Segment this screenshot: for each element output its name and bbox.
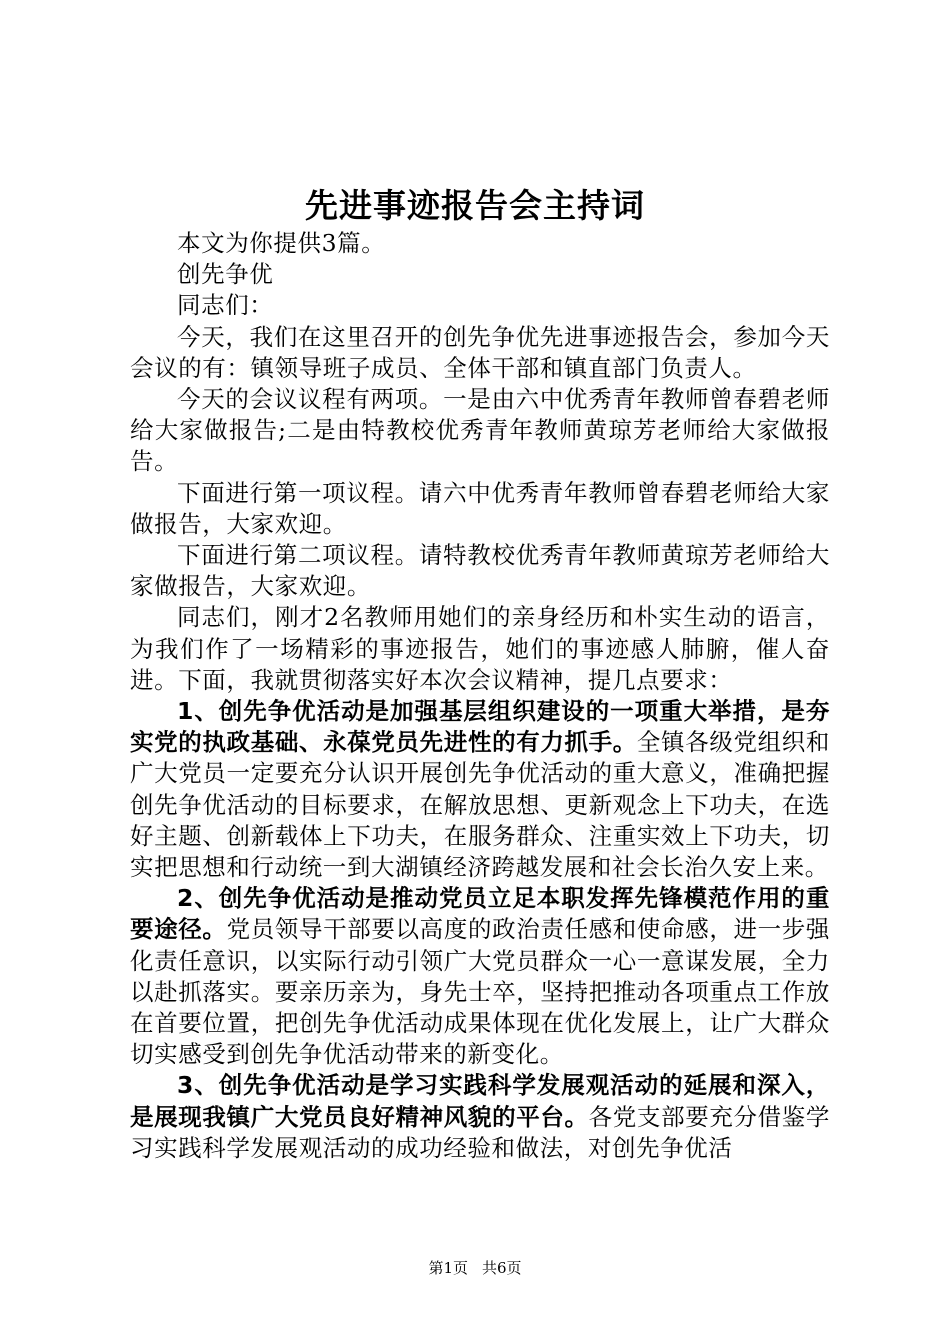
paragraph-text: 全镇各级党组织和广大党员一定要充分认识开展创先争优活动的重大意义，准确把握创先争优活动的目标要求，在解放思想、更新观念上下功夫，在选好主题、创新载体上下功夫，在服务群众、注重实效上下功夫，切实把思想和行动统一到大湖镇经济跨越发展和社会长治久安上来。: [130, 728, 830, 882]
paragraph-text: 本文为你提供3篇。: [177, 229, 386, 257]
paragraph-text: 今天的会议议程有两项。一是由六中优秀青年教师曾春碧老师给大家做报告;二是由特教校优秀青年教师黄琼芳老师给大家做报告。: [130, 385, 830, 476]
paragraph-8: [130, 602, 830, 696]
paragraph-text: 党员领导干部要以高度的政治责任感和使命感，进一步强化责任意识，以实际行动引领广大党员群众一心一意谋发展，全力以赴抓落实。要亲历亲为，身先士卒，坚持把推动各项重点工作放在首要位置，把创先争优活动成果体现在优化发展上，让广大群众切实感受到创先争优活动带来的新变化。: [130, 915, 830, 1069]
paragraph-4: [130, 322, 830, 384]
page-footer: [0, 1258, 950, 1278]
paragraph-text: 下面进行第一项议程。请六中优秀青年教师曾春碧老师给大家做报告，大家欢迎。: [130, 478, 830, 538]
paragraph-10: [130, 883, 830, 1070]
paragraph-1: [130, 228, 830, 259]
paragraph-7: [130, 540, 830, 602]
paragraph-9: [130, 696, 830, 883]
paragraph-text: 同志们：: [177, 291, 274, 320]
page-title: 先进事迹报告会主持词: [305, 186, 645, 225]
paragraph-bold: 3、创先争优活动是学习实践科学发展观活动的延展和深入，是展现我镇广大党员良好精神风貌的平台。: [130, 1071, 830, 1131]
paragraph-11: [130, 1070, 830, 1164]
paragraph-text: 各党支部要充分借鉴学习实践科学发展观活动的成功经验和做法，对创先争优活: [130, 1102, 831, 1162]
paragraph-6: [130, 478, 830, 540]
paragraph-text: 同志们，刚才2名教师用她们的亲身经历和朴实生动的语言，为我们作了一场精彩的事迹报告，她们的事迹感人肺腑，催人奋进。下面，我就贯彻落实好本次会议精神，提几点要求：: [130, 603, 830, 694]
paragraph-text: 下面进行第二项议程。请特教校优秀青年教师黄琼芳老师给大家做报告，大家欢迎。: [130, 541, 830, 601]
paragraph-5: [130, 384, 830, 478]
paragraph-text: 今天，我们在这里召开的创先争优先进事迹报告会，参加今天会议的有：镇领导班子成员、全体干部和镇直部门负责人。: [130, 322, 830, 382]
document-body: [130, 228, 830, 1164]
paragraph-text: 创先争优: [177, 260, 274, 289]
paragraph-3: [130, 290, 830, 321]
paragraph-bold: 2、创先争优活动是推动党员立足本职发挥先锋模范作用的重要途径。: [130, 884, 830, 944]
paragraph-2: [130, 259, 830, 290]
paragraph-bold: 1、创先争优活动是加强基层组织建设的一项重大举措，是夯实党的执政基础、永葆党员先进性的有力抓手。: [130, 697, 830, 757]
page-total: 共6页: [482, 1259, 522, 1277]
page-number: 第1页: [428, 1259, 468, 1277]
